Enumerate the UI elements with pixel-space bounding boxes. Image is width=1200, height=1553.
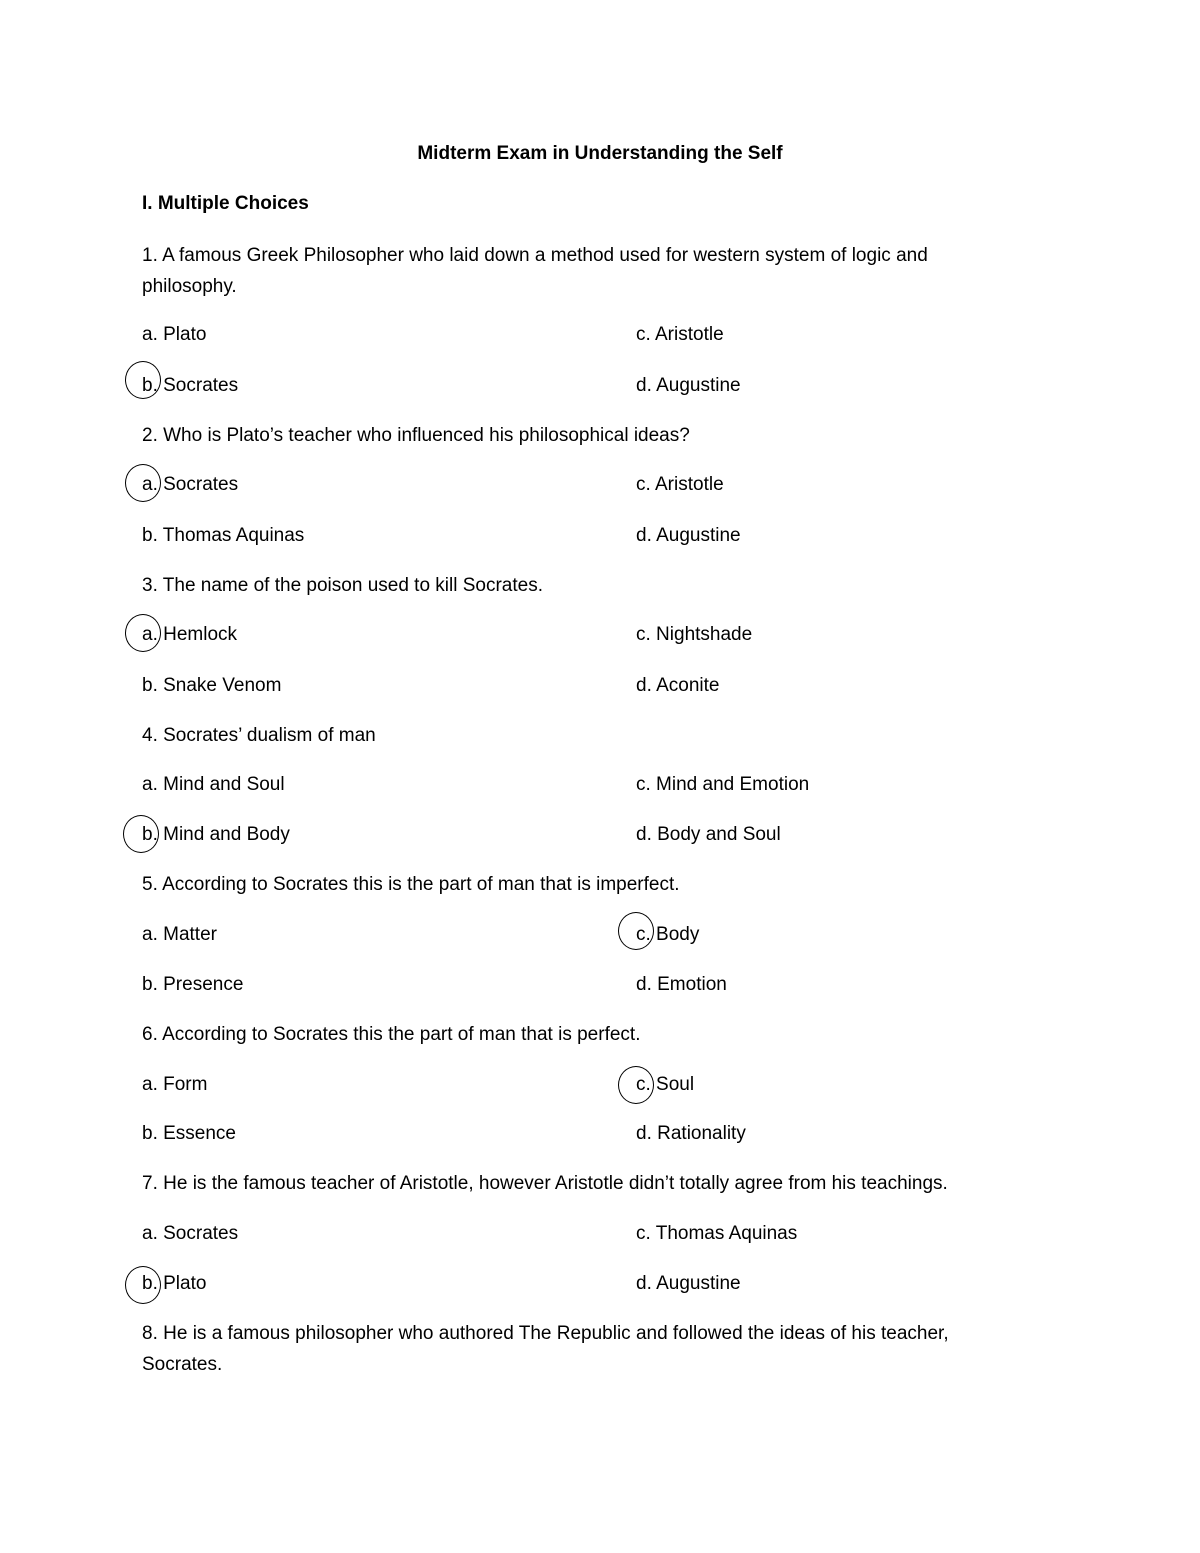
q2-option-d: d. Augustine [636,525,741,546]
q3-option-d: d. Aconite [636,675,720,696]
q7-option-b: b. Plato [142,1273,207,1294]
question-1-prompt-cont: philosophy. [142,276,237,297]
q5-option-c: c. Body [636,924,700,945]
answer-circle [125,464,161,502]
q6-option-c: c. Soul [636,1074,695,1095]
exam-title: Midterm Exam in Understanding the Self [417,143,783,164]
question-3-prompt: 3. The name of the poison used to kill Socrates. [142,575,543,596]
answer-circle [618,1066,654,1104]
question-8-prompt: 8. He is a famous philosopher who authored The Republic and followed the ideas of his teacher, [142,1323,949,1344]
q4-option-a: a. Mind and Soul [142,774,285,795]
q2-option-a: a. Socrates [142,474,239,495]
q6-option-d: d. Rationality [636,1123,746,1144]
question-1-prompt: 1. A famous Greek Philosopher who laid down a method used for western system of logic and [142,245,928,266]
q4-option-d: d. Body and Soul [636,824,781,845]
q7-option-d: d. Augustine [636,1273,741,1294]
q1-option-c: c. Aristotle [636,324,724,345]
question-2-prompt: 2. Who is Plato’s teacher who influenced his philosophical ideas? [142,425,690,446]
q7-option-c: c. Thomas Aquinas [636,1223,798,1244]
q1-option-d: d. Augustine [636,375,741,396]
q5-option-a: a. Matter [142,924,217,945]
answer-circle [123,815,159,853]
answer-circle [618,912,654,950]
q5-option-d: d. Emotion [636,974,727,995]
q3-option-a: a. Hemlock [142,624,238,645]
question-4-prompt: 4. Socrates’ dualism of man [142,725,376,746]
q3-option-c: c. Nightshade [636,624,753,645]
q7-option-a: a. Socrates [142,1223,239,1244]
question-8-prompt-cont: Socrates. [142,1354,223,1375]
q6-option-a: a. Form [142,1074,208,1095]
q2-option-c: c. Aristotle [636,474,724,495]
section-title: I. Multiple Choices [142,193,309,214]
question-7-prompt: 7. He is the famous teacher of Aristotle, however Aristotle didn’t totally agree from his teachings. [142,1173,948,1194]
q1-option-b: b. Socrates [142,375,239,396]
q5-option-b: b. Presence [142,974,244,995]
question-5-prompt: 5. According to Socrates this is the part of man that is imperfect. [142,874,680,895]
q2-option-b: b. Thomas Aquinas [142,525,305,546]
answer-circle [125,361,161,399]
q1-option-a: a. Plato [142,324,207,345]
answer-circle [125,1266,161,1304]
answer-circle [125,614,161,652]
q3-option-b: b. Snake Venom [142,675,282,696]
q4-option-c: c. Mind and Emotion [636,774,810,795]
q6-option-b: b. Essence [142,1123,236,1144]
question-6-prompt: 6. According to Socrates this the part of man that is perfect. [142,1024,641,1045]
q4-option-b: b. Mind and Body [142,824,290,845]
